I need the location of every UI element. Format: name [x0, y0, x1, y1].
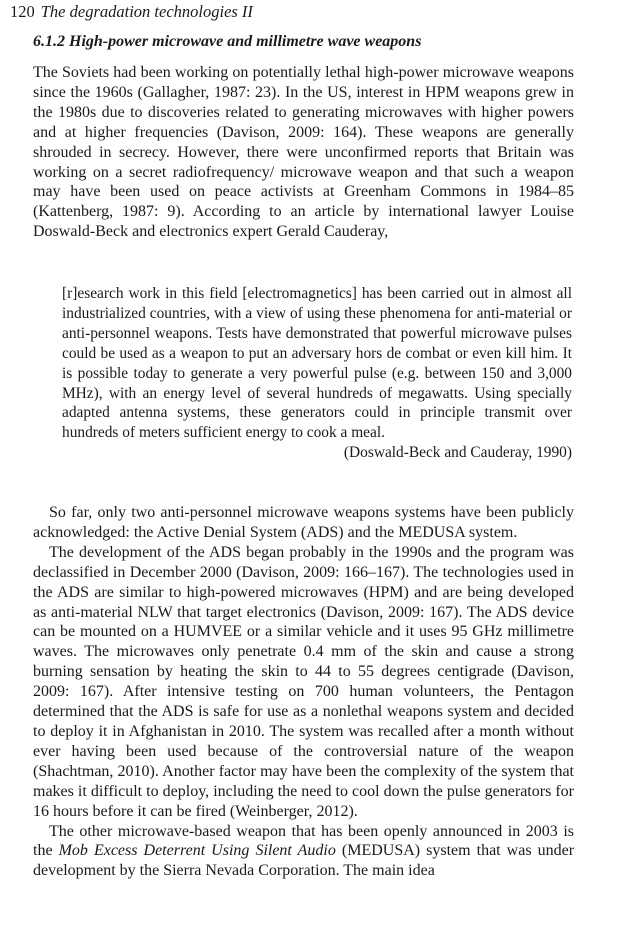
paragraph-1: The Soviets had been working on potentially lethal high-power microwave weapons since the 1960s (Gallagher, 1987: 23). In the US, interest in HPM weapons grew in the 1980s due to discoveries related to generating microwaves with higher powers and at higher frequencies (Davison, 2009: 164). These weapons are generally shrouded in secrecy. However, there were unconfirmed reports that Britain was working on a secret radiofrequency/ microwave weapon and that such a weapon may have been used on peace activists at Greenham Commons in 1984–85 (Kattenberg, 1987: 9). According to an article by international lawyer Louise Doswald-Beck and electronics expert Gerald Cauderay, [33, 64, 574, 241]
page-number: 120 [10, 2, 35, 21]
block-quote-text: [r]esearch work in this field [electromagnetics] has been carried out in almost all industrialized countries, with a view of using these phenomena for anti-material or anti-personnel weapons. Tests have demonstrated that powerful microwave pulses could be used as a weapon to put an adversary hors de combat or even kill him. It is possible today to generate a very powerful pulse (e.g. between 150 and 3,000 MHz), with an energy level of several hundreds of megawatts. Using specially adapted antenna systems, these generators could in principle transmit over hundreds of meters sufficient energy to cook a meal. [62, 285, 572, 442]
running-head-title: The degradation technologies II [40, 2, 253, 21]
paragraph-4-emphasis: Mob Excess Deterrent Using Silent Audio [58, 842, 336, 860]
paragraph-4-before: The other microwave-based weapon that has been openly announced in 2003 is the [33, 822, 574, 860]
paragraph-3: The development of the ADS began probably in the 1990s and the program was declassified in December 2000 (Davison, 2009: 166–167). The technologies used in the ADS are similar to high-powered microwaves (HPM) and are being developed as anti-material NLW that target electronics (Davison, 2009: 167). The ADS device can be mounted on a HUMVEE or a similar vehicle and it uses 95 GHz millimetre waves. The microwaves only penetrate 0.4 mm of the skin and cause a strong burning sensation by heating the skin to 44 to 55 degrees centigrade (Davison, 2009: 167). After intensive testing on 700 human volunteers, the Pentagon determined that the ADS is safe for use as a nonlethal weapons system and decided to deploy it in Afghanistan in 2010. The system was recalled after a month without ever having been used because of the controversial nature of the weapon (Shachtman, 2010). Another factor may have been the complexity of the system that makes it difficult to deploy, including the need to cool down the pulse generators for 16 hours before it can be fired (Weinberger, 2012). [33, 543, 574, 820]
block-quote [62, 284, 572, 463]
paragraph-4-after: (MEDUSA) system that was under development by the Sierra Nevada Corporation. The main idea [33, 842, 575, 880]
body-text-top [33, 63, 574, 242]
paragraph-4 [33, 822, 574, 882]
section-heading: 6.1.2 High-power microwave and millimetre wave weapons [33, 33, 422, 50]
block-quote-citation: (Doswald-Beck and Cauderay, 1990) [343, 444, 572, 462]
body-text-bottom [33, 503, 574, 881]
running-head [10, 2, 610, 22]
paragraph-2: So far, only two anti-personnel microwave weapons systems have been publicly acknowledged: the Active Denial System (ADS) and the MEDUSA system. [33, 504, 574, 541]
